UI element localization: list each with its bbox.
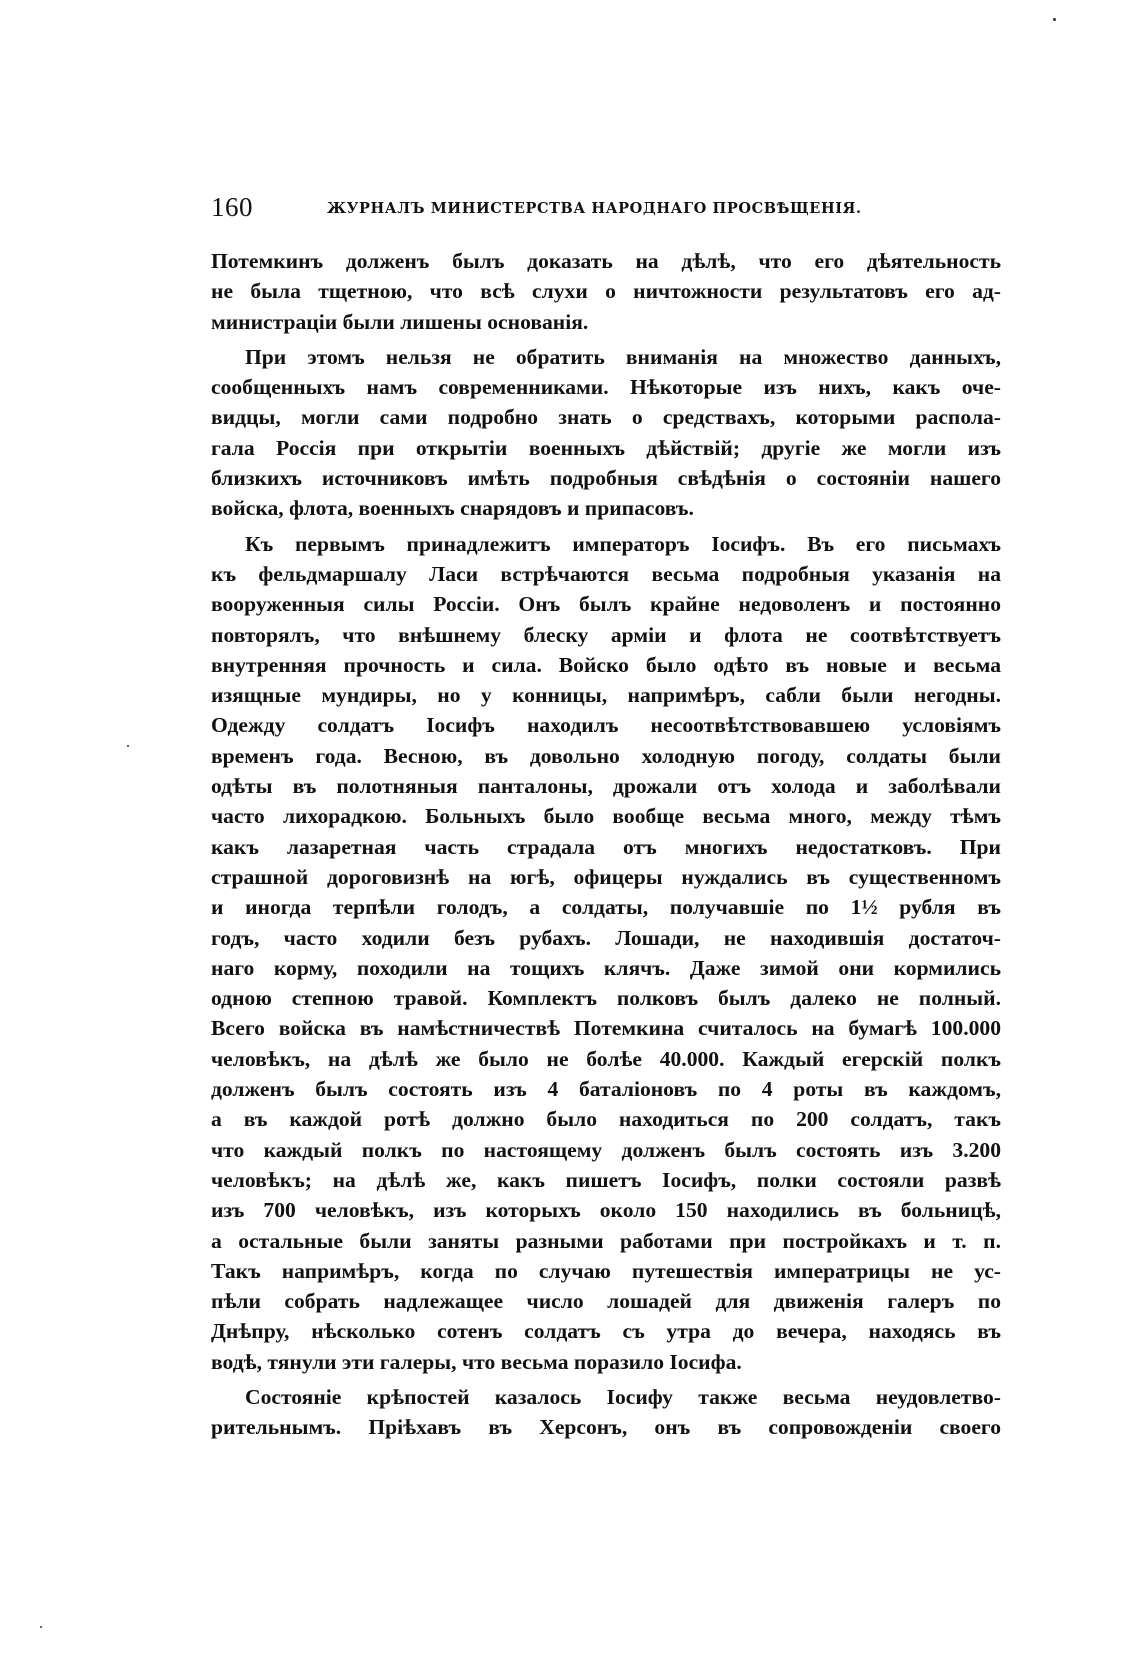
paragraph (211, 246, 1001, 337)
text-line: страшной дороговизнѣ на югѣ, офицеры нуждались въ существенномъ (211, 864, 1001, 889)
running-head: ЖУРНАЛЪ МИНИСТЕРСТВА НАРОДНАГО ПРОСВѢЩЕНІЯ. (327, 200, 862, 217)
text-line: близкихъ источниковъ имѣть подробныя свѣдѣнія о состояніи нашего (211, 466, 1001, 491)
text-line: гала Россія при открытіи военныхъ дѣйствій; другіе же могли изъ (211, 435, 1001, 460)
text-line: человѣкъ; на дѣлѣ же, какъ пишетъ Іосифъ, полки состояли развѣ (211, 1167, 1001, 1192)
text-line: Состояніе крѣпостей казалось Іосифу также весьма неудовлетво- (245, 1384, 1001, 1409)
text-line: войска, флота, военныхъ снарядовъ и припасовъ. (211, 496, 694, 521)
text-line: временъ года. Весною, въ довольно холодную погоду, солдаты были (211, 743, 1001, 768)
text-line: При этомъ нельзя не обратить вниманія на множество данныхъ, (245, 344, 1001, 369)
text-line: внутренняя прочность и сила. Войско было одѣто въ новые и весьма (211, 652, 1001, 677)
text-line: и иногда терпѣли голодъ, а солдаты, получавшіе по 1½ рубля въ (211, 895, 1001, 920)
text-line: Всего войска въ намѣстничествѣ Потемкина считалось на бумагѣ 100.000 (211, 1016, 1001, 1041)
text-line: Днѣпру, нѣсколько сотенъ солдатъ съ утра до вечера, находясь въ (211, 1319, 1001, 1344)
text-line: долженъ былъ состоять изъ 4 баталіоновъ по 4 роты въ каждомъ, (211, 1077, 1001, 1102)
text-line: повторялъ, что внѣшнему блеску арміи и флота не соотвѣтствуетъ (211, 622, 1001, 647)
paragraph (211, 342, 1001, 524)
paragraph (211, 1382, 1001, 1443)
text-line: къ фельдмаршалу Ласи встрѣчаются весьма подробныя указанія на (211, 561, 1001, 586)
text-line: часто лихорадкою. Больныхъ было вообще весьма много, между тѣмъ (211, 804, 1001, 829)
text-line: Къ первымъ принадлежитъ императоръ Іосифъ. Въ его письмахъ (245, 531, 1001, 556)
scan-speck (40, 1626, 42, 1628)
text-line: Такъ напримѣръ, когда по случаю путешествія императрицы не ус- (211, 1258, 1001, 1283)
text-line: не была тщетною, что всѣ слухи о ничтожности результатовъ его ад- (211, 279, 1001, 304)
text-line: министраціи были лишены основанія. (211, 309, 589, 334)
page-number: 160 (211, 192, 253, 222)
text-line: наго корму, походили на тощихъ клячъ. Даже зимой они кормились (211, 955, 1001, 980)
text-line: пѣли собрать надлежащее число лошадей для движенія галеръ по (211, 1289, 1001, 1314)
paragraph (211, 529, 1001, 1377)
text-line: вооруженныя силы Россіи. Онъ былъ крайне недоволенъ и постоянно (211, 592, 1001, 617)
text-line: какъ лазаретная часть страдала отъ многихъ недостатковъ. При (211, 834, 1001, 859)
text-line: а остальные были заняты разными работами при постройкахъ и т. п. (211, 1228, 1001, 1253)
text-line: изящные мундиры, но у конницы, напримѣръ, сабли были негодны. (211, 683, 1001, 708)
text-line: рительнымъ. Пріѣхавъ въ Херсонъ, онъ въ сопровожденіи своего (211, 1415, 1001, 1440)
scan-speck (1053, 18, 1056, 21)
text-line: изъ 700 человѣкъ, изъ которыхъ около 150 находились въ больницѣ, (211, 1198, 1001, 1223)
body-text (211, 246, 1001, 1486)
text-line: Одежду солдатъ Іосифъ находилъ несоотвѣтствовавшею условіямъ (211, 713, 1001, 738)
text-line: что каждый полкъ по настоящему долженъ былъ состоять изъ 3.200 (211, 1137, 1001, 1162)
text-line: Потемкинъ долженъ былъ доказать на дѣлѣ, что его дѣятельность (211, 249, 1001, 273)
page-header (211, 190, 1001, 224)
text-line: годъ, часто ходили безъ рубахъ. Лошади, не находившія достаточ- (211, 925, 1001, 950)
text-line: а въ каждой ротѣ должно было находиться по 200 солдатъ, такъ (211, 1107, 1001, 1132)
text-line: водѣ, тянули эти галеры, что весьма поразило Іосифа. (211, 1349, 742, 1374)
scan-speck (127, 745, 129, 747)
text-line: видцы, могли сами подробно знать о средствахъ, которыми распола- (211, 405, 1001, 430)
text-line: человѣкъ, на дѣлѣ же было не болѣе 40.000. Каждый егерскій полкъ (211, 1046, 1001, 1071)
text-line: одною степною травой. Комплектъ полковъ былъ далеко не полный. (211, 986, 1001, 1011)
text-line: одѣты въ полотняныя панталоны, дрожали отъ холода и заболѣвали (211, 774, 1001, 799)
text-line: сообщенныхъ намъ современниками. Нѣкоторые изъ нихъ, какъ оче- (211, 375, 1001, 400)
